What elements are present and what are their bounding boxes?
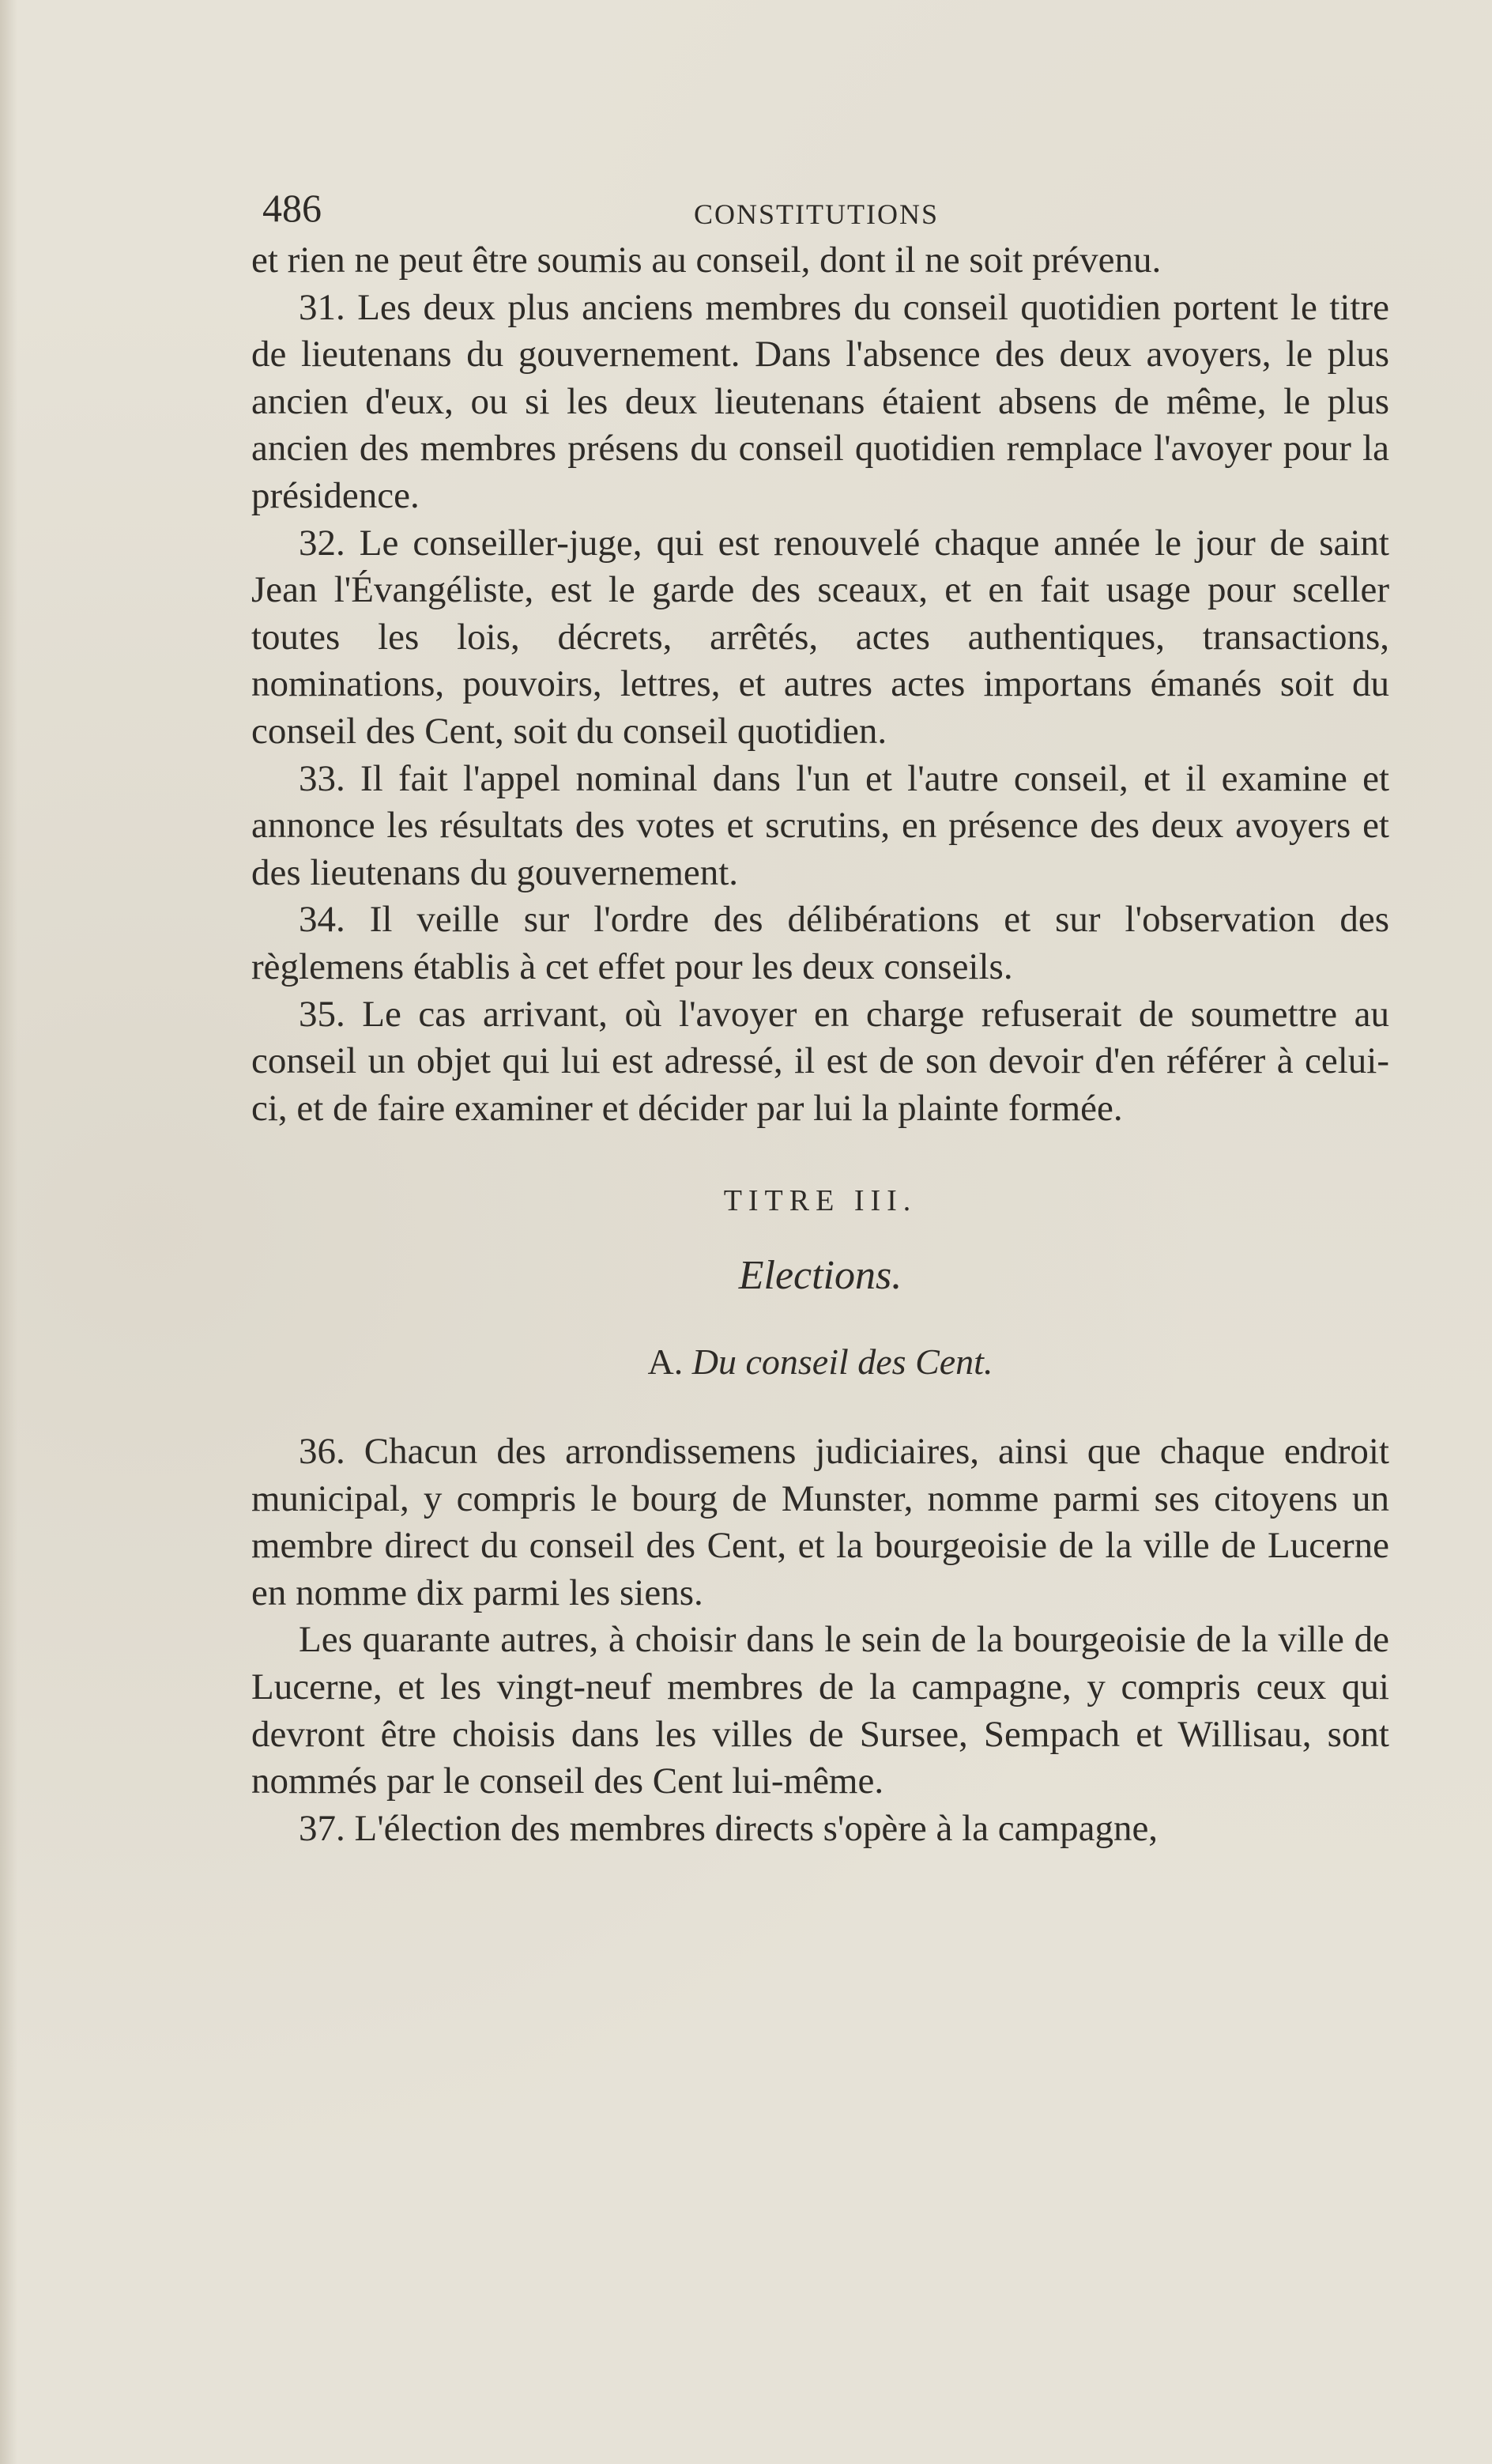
running-title: CONSTITUTIONS xyxy=(694,198,939,230)
titre-heading: TITRE III. xyxy=(723,1184,917,1218)
article-33: 33. Il fait l'appel nominal dans l'un et l'autre conseil, et il examine et annonce les résultats des votes et scrutins, en présence des deux avoyers et des lieutenans du gouvernement. xyxy=(251,757,1389,893)
subsection-letter: A. xyxy=(647,1341,684,1383)
subsection-name: Du conseil des Cent. xyxy=(691,1341,993,1383)
article-35: 35. Le cas arrivant, où l'avoyer en charge refuserait de soumettre au conseil un objet qui lui est adressé, il est de son devoir d'en référer à celui-ci, et de faire examiner et décider par lui la plainte formée. xyxy=(251,993,1389,1129)
article-34: 34. Il veille sur l'ordre des délibérations et sur l'observation des règlemens établis à cet effet pour les deux conseils. xyxy=(251,899,1389,987)
running-head xyxy=(251,183,1389,240)
paragraph-continuation: et rien ne peut être soumis au conseil, dont il ne soit prévenu. xyxy=(251,240,1162,281)
article-31: 31. Les deux plus anciens membres du conseil quotidien portent le titre de lieutenans du gouvernement. Dans l'absence des deux avoyers, le plus ancien d'eux, ou si les deux lieutenans étaient absens de même, le plus ancien des membres présens du conseil quotidien remplace l'avoyer pour la présidence. xyxy=(251,286,1389,516)
article-36-continued: Les quarante autres, à choisir dans le sein de la bourgeoisie de la ville de Lucerne, et les vingt-neuf membres de la campagne, y compris ceux qui devront être choisis dans les villes de Sursee, Sempach et Willisau, sont nommés par le conseil des Cent lui-même. xyxy=(251,1619,1389,1802)
text-block xyxy=(251,183,1389,1852)
page-binding-shadow xyxy=(0,0,17,2464)
article-37: 37. L'élection des membres directs s'opère à la campagne, xyxy=(299,1807,1159,1849)
article-32: 32. Le conseiller-juge, qui est renouvelé chaque année le jour de saint Jean l'Évangéliste, est le garde des sceaux, et en fait usage pour sceller toutes les lois, décrets, arrêtés, actes authentiques, transactions, nominations, pouvoirs, lettres, et autres actes importans émanés soit du conseil des Cent, soit du conseil quotidien. xyxy=(251,522,1389,752)
subsection-title xyxy=(251,1338,1389,1386)
section-title: Elections. xyxy=(738,1252,902,1298)
page-number: 486 xyxy=(262,186,322,230)
article-36: 36. Chacun des arrondissemens judiciaires, ainsi que chaque endroit municipal, y compris le bourg de Munster, nomme parmi ses citoyens un membre direct du conseil des Cent, et la bourgeoisie de la ville de Lucerne en nomme dix parmi les siens. xyxy=(251,1431,1389,1613)
